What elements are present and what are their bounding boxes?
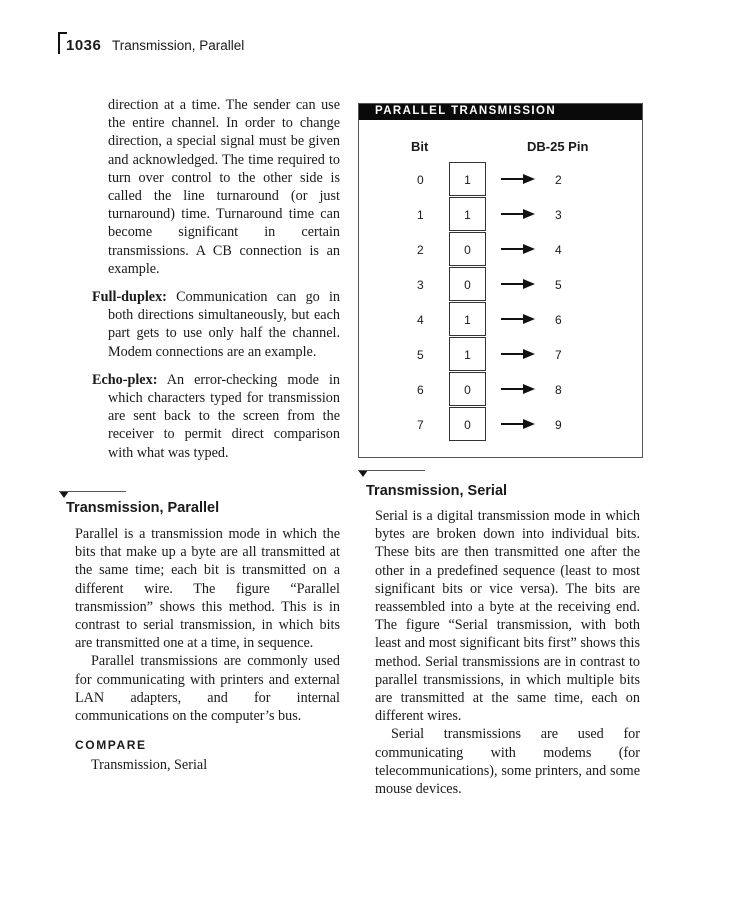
serial-body xyxy=(375,507,640,798)
bit-value: 0 xyxy=(464,243,471,257)
parallel-transmission-figure xyxy=(358,103,643,458)
figure-row xyxy=(359,197,642,232)
running-title: Transmission, Parallel xyxy=(112,38,245,53)
bit-number: 0 xyxy=(417,173,424,187)
bit-column-header: Bit xyxy=(411,139,429,154)
bit-value-cell xyxy=(449,372,486,406)
pin-number: 2 xyxy=(555,173,562,187)
bit-value-cell xyxy=(449,302,486,336)
section-marker-rule xyxy=(359,470,425,471)
bit-number: 1 xyxy=(417,208,424,222)
bit-number: 7 xyxy=(417,418,424,432)
pin-number: 5 xyxy=(555,278,562,292)
pin-number: 4 xyxy=(555,243,562,257)
figure-row xyxy=(359,407,642,442)
bit-number: 2 xyxy=(417,243,424,257)
parallel-paragraph-2: Parallel transmissions are commonly used for communicating with printers and external LAN adapters, and for internal communications on the computer’s bus. xyxy=(75,653,340,725)
bit-value-cell xyxy=(449,162,486,196)
pin-number: 6 xyxy=(555,313,562,327)
bit-value-cell xyxy=(449,267,486,301)
bit-value-cell xyxy=(449,407,486,441)
bit-value: 1 xyxy=(464,348,471,362)
right-arrow-icon xyxy=(501,314,535,324)
page-number: 1036 xyxy=(66,37,102,54)
section-marker-icon xyxy=(59,491,69,498)
right-arrow-icon xyxy=(501,279,535,289)
full-duplex-definition xyxy=(92,288,340,361)
bit-value: 1 xyxy=(464,313,471,327)
parallel-paragraph-1: Parallel is a transmission mode in which the bits that make up a byte are all transmitted at the same time; each bit is transmitted on a different wire. The figure “Parallel transmission” shows this method. This is in contrast to serial transmission, in which bits are transmitted one at a time, in sequence. xyxy=(75,526,340,652)
pin-number: 8 xyxy=(555,383,562,397)
pin-number: 3 xyxy=(555,208,562,222)
parallel-heading: Transmission, Parallel xyxy=(66,500,220,516)
header-rule-horizontal xyxy=(58,32,67,34)
bit-number: 3 xyxy=(417,278,424,292)
figure-row xyxy=(359,162,642,197)
full-duplex-text: Communication can go in both directions simultaneously, but each part gets to use only half the channel. Modem connections are an example. xyxy=(108,289,340,360)
figure-row xyxy=(359,337,642,372)
right-arrow-icon xyxy=(501,384,535,394)
bit-number: 4 xyxy=(417,313,424,327)
continuation-paragraph: direction at a time. The sender can use the entire channel. In order to change direction, a special signal must be given and acknowledged. The time required to turn over control to the other side is called the line turnaround (or just turnaround) time. Turnaround time can become significant in certain transmissions. A CB connection is an example. xyxy=(108,97,340,277)
pin-number: 7 xyxy=(555,348,562,362)
bit-value-cell xyxy=(449,232,486,266)
bit-value: 1 xyxy=(464,208,471,222)
bit-value-cell xyxy=(449,337,486,371)
pin-column-header: DB-25 Pin xyxy=(527,139,589,154)
right-arrow-icon xyxy=(501,244,535,254)
compare-label: COMPARE xyxy=(75,738,147,753)
compare-item: Transmission, Serial xyxy=(91,757,208,774)
parallel-body xyxy=(75,525,340,775)
serial-paragraph-1: Serial is a digital transmission mode in which bytes are broken down into individual bits. These bits are then transmitted one after the other in a predefined sequence (least to most significant bits or vice versa). The bits are reassembled into a byte at the receiving end. The figure “Serial transmission, with both least and most significant bits first” shows this method. Serial transmissions are in contrast to parallel transmissions, in which multiple bits are transmitted at the same time, each on different wires. xyxy=(375,508,640,725)
bit-value: 0 xyxy=(464,383,471,397)
figure-title-bar xyxy=(359,104,642,120)
full-duplex-term: Full-duplex: xyxy=(92,289,167,306)
right-arrow-icon xyxy=(501,174,535,184)
bit-value: 1 xyxy=(464,173,471,187)
bit-number: 6 xyxy=(417,383,424,397)
right-arrow-icon xyxy=(501,419,535,429)
figure-row xyxy=(359,267,642,302)
echo-plex-term: Echo-plex: xyxy=(92,371,158,388)
bit-value: 0 xyxy=(464,278,471,292)
figure-row xyxy=(359,302,642,337)
echo-plex-text: An error-checking mode in which characters typed for transmission are sent back to the screen from the receiver to permit direct comparison with what was typed. xyxy=(108,371,340,461)
definitions-block xyxy=(92,96,340,462)
bit-value-cell xyxy=(449,197,486,231)
serial-heading: Transmission, Serial xyxy=(366,483,508,499)
figure-title: PARALLEL TRANSMISSION xyxy=(375,105,557,117)
pin-number: 9 xyxy=(555,418,562,432)
section-marker-rule xyxy=(60,491,126,492)
header-rule-vertical xyxy=(58,32,60,54)
echo-plex-definition xyxy=(92,371,340,462)
right-arrow-icon xyxy=(501,349,535,359)
bit-value: 0 xyxy=(464,418,471,432)
right-arrow-icon xyxy=(501,209,535,219)
section-marker-icon xyxy=(358,470,368,477)
bit-number: 5 xyxy=(417,348,424,362)
serial-paragraph-2: Serial transmissions are used for communicating with modems (for telecommunications), some printers, and some mouse devices. xyxy=(375,726,640,798)
figure-row xyxy=(359,372,642,407)
figure-row xyxy=(359,232,642,267)
